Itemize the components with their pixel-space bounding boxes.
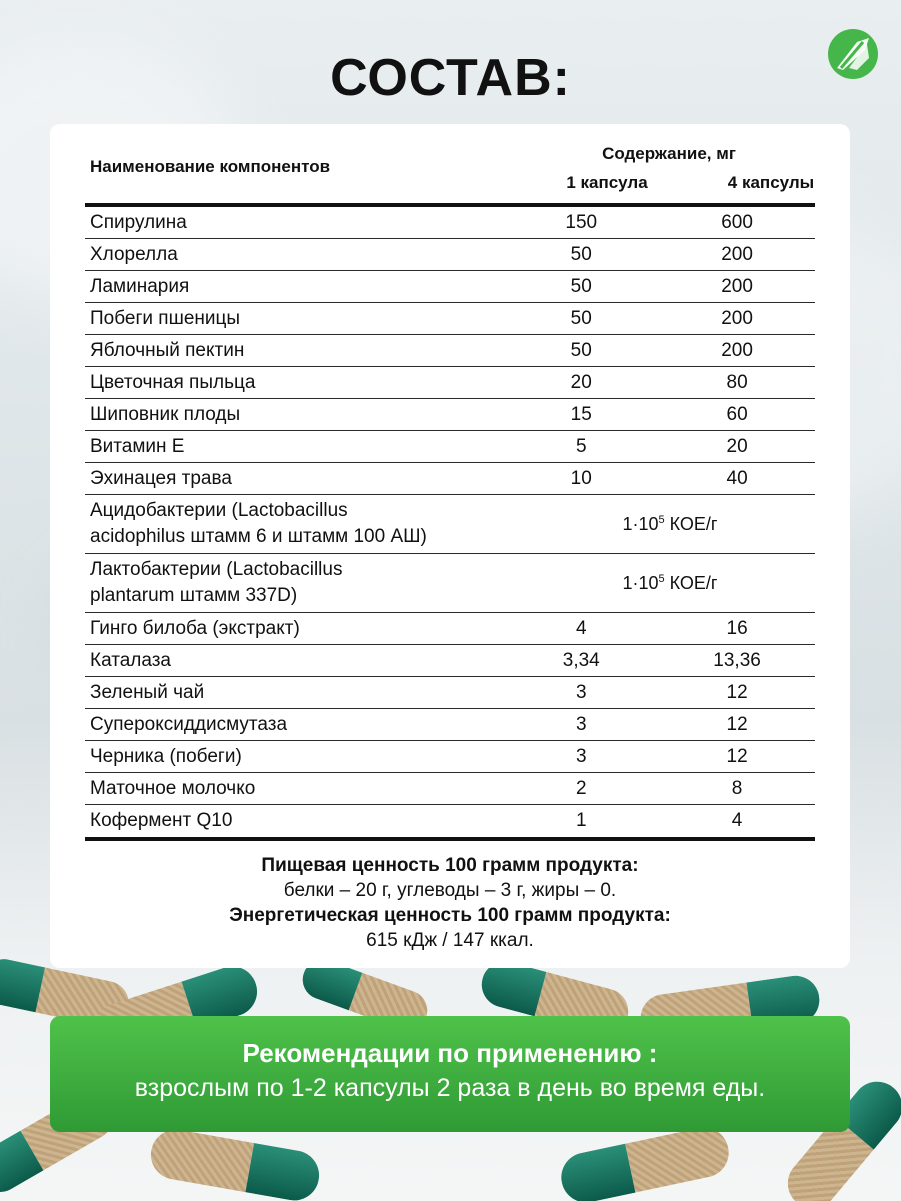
value-4-capsules: 600: [721, 211, 753, 233]
component-name: Витамин Е: [90, 435, 185, 457]
header-col-4-capsules: 4 капсулы: [727, 173, 815, 192]
table-row: [85, 367, 815, 399]
component-name: Хлорелла: [90, 243, 178, 265]
value-4-capsules: 80: [726, 371, 748, 393]
value-4-capsules: 12: [726, 713, 748, 735]
recommendation-banner: [50, 1016, 850, 1132]
capsule-image: [557, 1123, 734, 1201]
nutrition-info: [50, 853, 850, 953]
table-row: [85, 335, 815, 367]
value-1-capsule: 3,34: [562, 649, 600, 671]
component-name: [85, 557, 525, 609]
composition-card: [50, 124, 850, 968]
value-1-capsule: 3: [575, 681, 587, 703]
component-name: Шиповник плоды: [90, 403, 241, 425]
capsule-image: [147, 1126, 323, 1201]
value-unit: КОЕ/г: [664, 572, 718, 593]
value-exponent: 5: [658, 572, 665, 585]
component-name: Цветочная пыльца: [90, 371, 256, 393]
value-4-capsules: 16: [726, 617, 748, 639]
table-row: [85, 741, 815, 773]
table-header: [85, 124, 815, 206]
food-value-title: Пищевая ценность 100 грамм продукта:: [261, 855, 639, 876]
header-col-1-capsule: 1 капсула: [566, 173, 648, 192]
value-4-capsules: 200: [721, 275, 753, 297]
value-4-capsules: 12: [726, 745, 748, 767]
value-1-capsule: 50: [570, 275, 592, 297]
component-name: Побеги пшеницы: [90, 307, 241, 329]
table-row: [85, 271, 815, 303]
value-1-capsule: 150: [565, 211, 598, 233]
value-1-capsule: 3: [575, 745, 587, 767]
value-1-capsule: 5: [575, 435, 587, 457]
value-1-capsule: 1: [575, 810, 587, 831]
component-name: Зеленый чай: [90, 681, 205, 703]
value-4-capsules: 200: [721, 243, 753, 265]
component-name: Маточное молочко: [90, 777, 256, 799]
component-name: Ламинария: [90, 275, 190, 297]
component-value-merged: [525, 514, 815, 535]
recommendation-text: взрослым по 1-2 капсулы 2 раза в день во время еды.: [134, 1074, 766, 1102]
value-unit: КОЕ/г: [664, 513, 718, 534]
value-4-capsules: 200: [721, 339, 753, 361]
component-name: Яблочный пектин: [90, 339, 245, 361]
component-name: Кофермент Q10: [90, 810, 233, 831]
component-value-merged: [525, 573, 815, 594]
value-1-capsule: 50: [570, 339, 592, 361]
value-exponent: 5: [658, 513, 665, 526]
table-row: [85, 773, 815, 805]
table-row: [85, 463, 815, 495]
header-content: Содержание, мг: [602, 144, 736, 163]
table-row: [85, 207, 815, 239]
value-1-capsule: 50: [570, 243, 592, 265]
component-name: Каталаза: [90, 649, 171, 671]
component-name: Эхинацея трава: [90, 467, 232, 489]
value-1-capsule: 4: [575, 617, 587, 639]
page-title: СОСТАВ:: [330, 49, 571, 107]
component-name-line: acidophilus штамм 6 и штамм 100 АШ): [90, 526, 427, 547]
table-row: [85, 431, 815, 463]
value-base: 1·10: [622, 572, 659, 593]
component-name: Спирулина: [90, 211, 187, 233]
component-name-line: Лактобактерии (Lactobacillus: [90, 559, 343, 580]
recommendation-title: Рекомендации по применению :: [242, 1038, 658, 1068]
value-4-capsules: 12: [726, 681, 748, 703]
energy-value-title: Энергетическая ценность 100 грамм продукта:: [229, 905, 671, 926]
value-4-capsules: 60: [726, 403, 748, 425]
value-1-capsule: 15: [570, 403, 592, 425]
value-4-capsules: 13,36: [713, 649, 761, 671]
value-4-capsules: 20: [726, 435, 748, 457]
component-name: Черника (побеги): [90, 745, 242, 767]
component-name: Гинго билоба (экстракт): [90, 617, 300, 639]
table-row: [85, 495, 815, 554]
table-row: [85, 554, 815, 613]
component-name: Супероксиддисмутаза: [90, 713, 288, 735]
table-row: [85, 805, 815, 837]
table-row: [85, 709, 815, 741]
food-value-text: белки – 20 г, углеводы – 3 г, жиры – 0.: [283, 880, 617, 901]
component-name-line: plantarum штамм 337D): [90, 585, 298, 606]
component-name: [85, 498, 525, 550]
value-4-capsules: 40: [726, 467, 748, 489]
value-base: 1·10: [622, 513, 659, 534]
header-name: Наименование компонентов: [90, 157, 331, 176]
value-1-capsule: 3: [575, 713, 587, 735]
value-4-capsules: 200: [721, 307, 753, 329]
value-1-capsule: 2: [575, 777, 587, 799]
leaf-logo-icon: [827, 28, 879, 80]
value-1-capsule: 20: [570, 371, 592, 393]
table-row: [85, 613, 815, 645]
table-row: [85, 677, 815, 709]
value-1-capsule: 50: [570, 307, 592, 329]
value-1-capsule: 10: [570, 467, 592, 489]
table-row: [85, 239, 815, 271]
composition-table: [85, 203, 815, 841]
value-4-capsules: 8: [731, 777, 743, 799]
table-row: [85, 399, 815, 431]
component-name-line: Ацидобактерии (Lactobacillus: [90, 500, 348, 521]
value-4-capsules: 4: [731, 810, 743, 831]
energy-value-text: 615 кДж / 147 ккал.: [366, 930, 534, 951]
table-row: [85, 645, 815, 677]
table-row: [85, 303, 815, 335]
